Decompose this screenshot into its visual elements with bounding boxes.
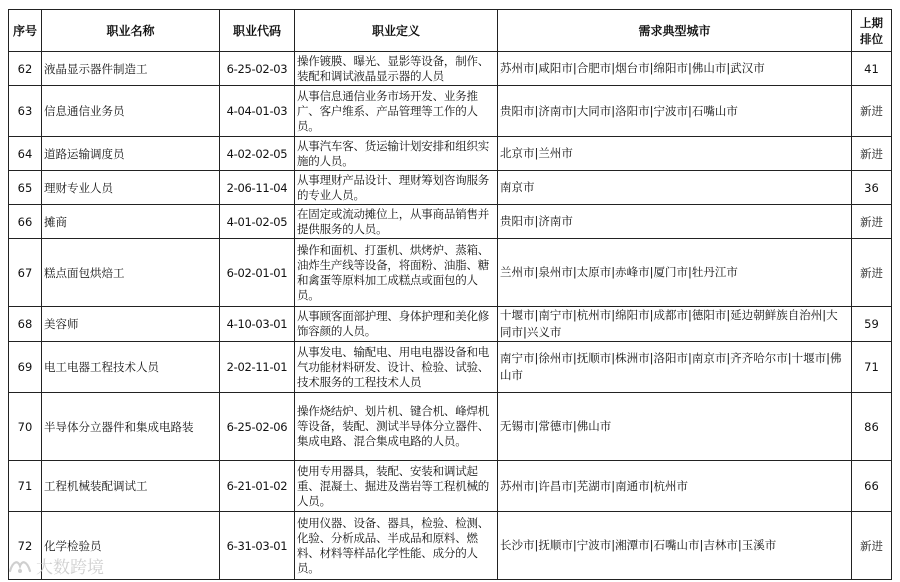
typical-cities: 无锡市|常德市|佛山市: [498, 393, 852, 461]
occupation-code: 4-02-02-05: [220, 137, 295, 171]
occupation-name: 半导体分立器件和集成电路装: [42, 393, 220, 461]
occupation-table: [8, 9, 892, 580]
occupation-definition: 操作和面机、打蛋机、烘烤炉、蒸箱、油炸生产线等设备，将面粉、油脂、糖和禽蛋等原料加工成糕点或面包的人员。: [295, 239, 498, 307]
table-row: [9, 239, 892, 307]
occupation-definition: 从事理财产品设计、理财筹划咨询服务的专业人员。: [295, 171, 498, 205]
typical-cities: 苏州市|咸阳市|合肥市|烟台市|绵阳市|佛山市|武汉市: [498, 52, 852, 86]
typical-cities: 北京市|兰州市: [498, 137, 852, 171]
col-header-name: 职业名称: [42, 10, 220, 52]
occupation-name: 化学检验员: [42, 512, 220, 580]
previous-rank: 66: [852, 461, 892, 512]
occupation-name: 美容师: [42, 307, 220, 342]
occupation-definition: 从事发电、输配电、用电电器设备和电气功能材料研发、设计、检验、试验、技术服务的工程技术人员: [295, 342, 498, 393]
previous-rank: 71: [852, 342, 892, 393]
occupation-definition: 从事顾客面部护理、身体护理和美化修饰容颜的人员。: [295, 307, 498, 342]
table-row: [9, 171, 892, 205]
row-number: 72: [9, 512, 42, 580]
watermark-text: 大数跨境: [36, 558, 104, 578]
table-row: [9, 205, 892, 239]
previous-rank: 新进: [852, 512, 892, 580]
occupation-name: 糕点面包烘焙工: [42, 239, 220, 307]
previous-rank: 新进: [852, 86, 892, 137]
col-header-cities: 需求典型城市: [498, 10, 852, 52]
occupation-code: 6-02-01-01: [220, 239, 295, 307]
row-number: 67: [9, 239, 42, 307]
previous-rank: 59: [852, 307, 892, 342]
table-body: [9, 52, 892, 580]
occupation-name: 摊商: [42, 205, 220, 239]
brand-logo-icon: [8, 557, 32, 575]
occupation-definition: 从事汽车客、货运输计划安排和组织实施的人员。: [295, 137, 498, 171]
row-number: 69: [9, 342, 42, 393]
occupation-name: 理财专业人员: [42, 171, 220, 205]
typical-cities: 南京市: [498, 171, 852, 205]
table-row: [9, 342, 892, 393]
occupation-name: 信息通信业务员: [42, 86, 220, 137]
table-row: [9, 307, 892, 342]
col-header-code: 职业代码: [220, 10, 295, 52]
occupation-code: 6-25-02-03: [220, 52, 295, 86]
previous-rank: 新进: [852, 137, 892, 171]
row-number: 62: [9, 52, 42, 86]
table-row: [9, 461, 892, 512]
previous-rank: 86: [852, 393, 892, 461]
typical-cities: 贵阳市|济南市|大同市|洛阳市|宁波市|石嘴山市: [498, 86, 852, 137]
typical-cities: 苏州市|许昌市|芜湖市|南通市|杭州市: [498, 461, 852, 512]
row-number: 71: [9, 461, 42, 512]
typical-cities: 十堰市|南宁市|杭州市|绵阳市|成都市|德阳市|延边朝鲜族自治州|大同市|兴义市: [498, 307, 852, 342]
col-header-definition: 职业定义: [295, 10, 498, 52]
previous-rank: 新进: [852, 239, 892, 307]
table-row: [9, 393, 892, 461]
occupation-code: 6-25-02-06: [220, 393, 295, 461]
occupation-code: 2-06-11-04: [220, 171, 295, 205]
occupation-definition: 操作烧结炉、划片机、键合机、峰焊机等设备，装配、测试半导体分立器件、集成电路、混合集成电路的人员。: [295, 393, 498, 461]
row-number: 63: [9, 86, 42, 137]
occupation-code: 6-21-01-02: [220, 461, 295, 512]
previous-rank: 新进: [852, 205, 892, 239]
previous-rank: 41: [852, 52, 892, 86]
table-row: [9, 512, 892, 580]
previous-rank: 36: [852, 171, 892, 205]
occupation-definition: 操作镀膜、曝光、显影等设备，制作、装配和调试液晶显示器的人员: [295, 52, 498, 86]
occupation-name: 工程机械装配调试工: [42, 461, 220, 512]
occupation-code: 6-31-03-01: [220, 512, 295, 580]
occupation-definition: 使用仪器、设备、器具，检验、检测、化验、分析成品、半成品和原料、燃料、材料等样品化学性能、成分的人员。: [295, 512, 498, 580]
watermark: [8, 553, 104, 578]
table-row: [9, 86, 892, 137]
occupation-code: 4-01-02-05: [220, 205, 295, 239]
table-row: [9, 52, 892, 86]
col-header-no: 序号: [9, 10, 42, 52]
row-number: 64: [9, 137, 42, 171]
row-number: 70: [9, 393, 42, 461]
occupation-name: 电工电器工程技术人员: [42, 342, 220, 393]
occupation-definition: 使用专用器具，装配、安装和调试起重、混凝土、掘进及凿岩等工程机械的人员。: [295, 461, 498, 512]
typical-cities: 贵阳市|济南市: [498, 205, 852, 239]
col-header-rank: 上期排位: [852, 10, 892, 52]
row-number: 68: [9, 307, 42, 342]
typical-cities: 兰州市|泉州市|太原市|赤峰市|厦门市|牡丹江市: [498, 239, 852, 307]
occupation-code: 4-10-03-01: [220, 307, 295, 342]
occupation-code: 2-02-11-01: [220, 342, 295, 393]
occupation-name: 道路运输调度员: [42, 137, 220, 171]
typical-cities: 长沙市|抚顺市|宁波市|湘潭市|石嘴山市|吉林市|玉溪市: [498, 512, 852, 580]
typical-cities: 南宁市|徐州市|抚顺市|株洲市|洛阳市|南京市|齐齐哈尔市|十堰市|佛山市: [498, 342, 852, 393]
row-number: 66: [9, 205, 42, 239]
row-number: 65: [9, 171, 42, 205]
occupation-code: 4-04-01-03: [220, 86, 295, 137]
occupation-definition: 在固定或流动摊位上，从事商品销售并提供服务的人员。: [295, 205, 498, 239]
occupation-definition: 从事信息通信业务市场开发、业务推广、客户维系、产品管理等工作的人员。: [295, 86, 498, 137]
occupation-name: 液晶显示器件制造工: [42, 52, 220, 86]
table-row: [9, 137, 892, 171]
table-header-row: [9, 10, 892, 52]
